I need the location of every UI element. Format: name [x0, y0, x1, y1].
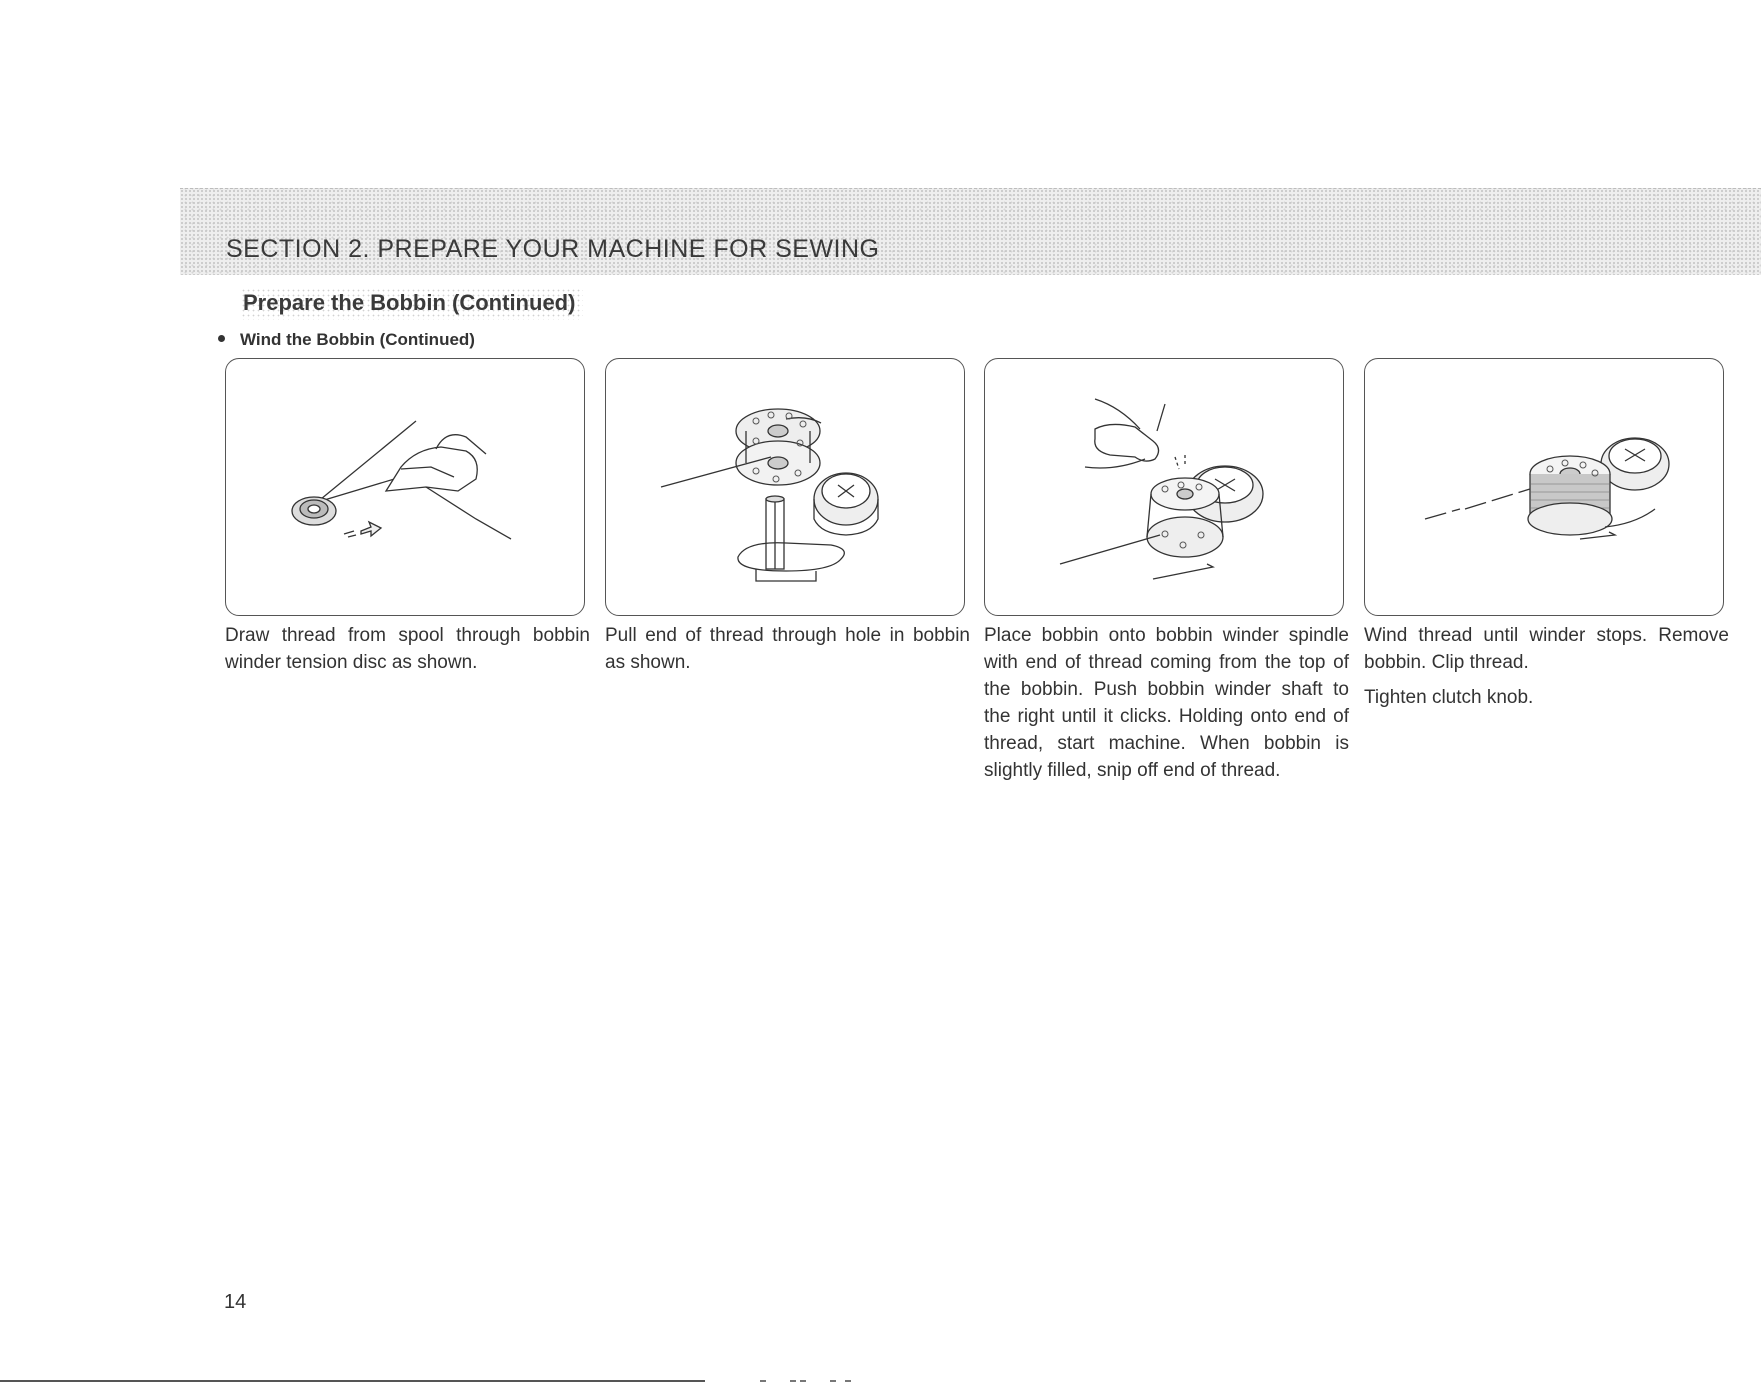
step-text: Pull end of thread through hole in bobbin as shown.	[605, 625, 970, 673]
bottom-tick	[790, 1380, 796, 1382]
subheading-label: Wind the Bobbin (Continued)	[240, 330, 475, 349]
subheading	[218, 330, 475, 350]
bottom-rule	[0, 1380, 705, 1382]
step-text: Draw thread from spool through bobbin winder tension disc as shown.	[225, 625, 590, 673]
illustration-panel-4	[1364, 358, 1724, 616]
section-title: SECTION 2. PREPARE YOUR MACHINE FOR SEWING	[226, 235, 880, 263]
illustration-panel-3	[984, 358, 1344, 616]
step-caption-4	[1364, 622, 1729, 719]
bottom-tick	[760, 1380, 766, 1382]
page-number: 14	[224, 1291, 247, 1313]
step-caption-1	[225, 622, 590, 684]
bottom-tick	[800, 1380, 806, 1382]
step-text: Tighten clutch knob.	[1364, 687, 1534, 708]
bobbin-spindle-illustration	[985, 359, 1343, 615]
illustration-panel-2	[605, 358, 965, 616]
step-caption-2	[605, 622, 970, 684]
tension-disc-illustration	[226, 359, 584, 615]
bobbin-hole-illustration	[606, 359, 964, 615]
illustration-panel-1	[225, 358, 585, 616]
bottom-tick	[830, 1380, 836, 1382]
bottom-tick	[845, 1380, 851, 1382]
wound-bobbin-illustration	[1365, 359, 1723, 615]
step-text: Wind thread until winder stops. Remove bobbin. Clip thread.	[1364, 625, 1729, 673]
bullet-icon	[218, 335, 225, 342]
subsection-title: Prepare the Bobbin (Continued)	[241, 288, 583, 320]
step-caption-3	[984, 622, 1349, 792]
step-text: Place bobbin onto bobbin winder spindle with end of thread coming from the top of the bobbin. Push bobbin winder shaft to the right until it clicks. Holding onto end of thread, start machine. When bobbin is slightly filled, snip off end of thread.	[984, 625, 1349, 781]
